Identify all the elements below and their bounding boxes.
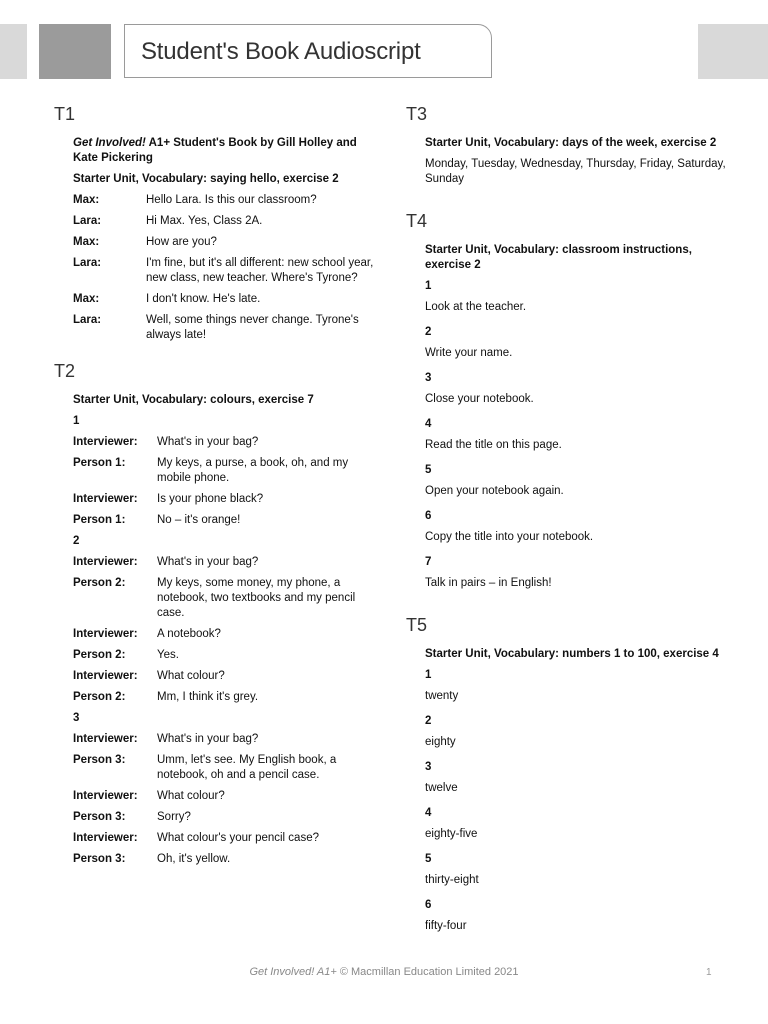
speech: What's in your bag? (157, 556, 259, 568)
speaker: Lara: (73, 314, 102, 326)
dialogue-line (73, 831, 374, 846)
track-body (425, 243, 726, 591)
dialogue-line (73, 214, 374, 229)
section-title: Starter Unit, Vocabulary: classroom instructions, exercise 2 (425, 244, 692, 271)
dialogue-line (73, 690, 374, 705)
page-title: Student's Book Audioscript (141, 38, 421, 65)
page-number: 1 (706, 967, 712, 978)
speech: Mm, I think it's grey. (157, 691, 259, 703)
speech: Yes. (157, 649, 179, 661)
speaker: Person 3: (73, 811, 126, 823)
instruction: Look at the teacher. (425, 301, 527, 313)
number-word: twenty (425, 690, 459, 702)
book-credit (73, 136, 374, 166)
book-title: Get Involved! (73, 137, 146, 149)
speaker: Person 1: (73, 457, 126, 469)
item-number: 3 (425, 372, 432, 384)
item-number: 4 (425, 418, 432, 430)
track-body (73, 136, 374, 343)
track-heading: T2 (54, 361, 76, 381)
dialogue-line (73, 513, 374, 528)
track-body (425, 136, 726, 187)
speech: My keys, a purse, a book, oh, and my mobile phone. (157, 457, 349, 484)
right-column (406, 104, 726, 948)
dialogue-line (73, 492, 374, 507)
footer-copyright (0, 966, 768, 978)
item-number: 6 (425, 510, 432, 522)
section-title: Starter Unit, Vocabulary: days of the week, exercise 2 (425, 137, 717, 149)
speech: Umm, let's see. My English book, a notebook, oh and a pencil case. (157, 754, 337, 781)
speech: What's in your bag? (157, 733, 259, 745)
track-body (425, 647, 726, 934)
speaker: Interviewer: (73, 790, 138, 802)
speaker: Person 3: (73, 754, 126, 766)
instruction: Talk in pairs – in English! (425, 577, 552, 589)
speaker: Person 2: (73, 691, 126, 703)
speech: Oh, it's yellow. (157, 853, 231, 865)
dialogue-line (73, 193, 374, 208)
item-number: 1 (425, 280, 432, 292)
footer-copyright-text: © Macmillan Education Limited 2021 (336, 966, 519, 978)
dialogue-line (73, 852, 374, 867)
track-body (73, 393, 374, 867)
speech: I'm fine, but it's all different: new school year, new class, new teacher. Where's Tyrone? (146, 257, 374, 284)
dialogue-line (73, 456, 374, 486)
dialogue (73, 193, 374, 343)
header-title-box (124, 24, 492, 78)
instruction: Open your notebook again. (425, 485, 564, 497)
speaker: Interviewer: (73, 628, 138, 640)
number-word: twelve (425, 782, 458, 794)
speaker: Interviewer: (73, 436, 138, 448)
dialogue-line (73, 313, 374, 343)
speaker: Interviewer: (73, 493, 138, 505)
dialogue-line (73, 292, 374, 307)
track-heading: T3 (406, 104, 428, 124)
dialogue-line (73, 555, 374, 570)
speaker: Interviewer: (73, 733, 138, 745)
dialogue-line (73, 576, 374, 621)
speaker: Person 2: (73, 649, 126, 661)
speaker: Person 1: (73, 514, 126, 526)
dialogue-line (73, 732, 374, 747)
dialogue-line (73, 753, 374, 783)
header-decor-right (698, 24, 768, 79)
dialogue-line (73, 789, 374, 804)
speech: What's in your bag? (157, 436, 259, 448)
speaker: Max: (73, 236, 100, 248)
speech: Well, some things never change. Tyrone's always late! (146, 314, 359, 341)
item-number: 5 (425, 464, 432, 476)
track-t3 (406, 104, 726, 187)
item-number: 7 (425, 556, 432, 568)
number-word: eighty-five (425, 828, 478, 840)
speech: No – it's orange! (157, 514, 241, 526)
item-number: 3 (425, 761, 432, 773)
instruction: Write your name. (425, 347, 513, 359)
section-title: Starter Unit, Vocabulary: saying hello, exercise 2 (73, 173, 339, 185)
speech: What colour? (157, 670, 225, 682)
track-t2 (54, 361, 374, 867)
number-word: eighty (425, 736, 456, 748)
track-heading: T5 (406, 615, 428, 635)
dialogue-number: 1 (73, 415, 80, 427)
speaker: Person 3: (73, 853, 126, 865)
dialogue-number: 2 (73, 535, 80, 547)
speaker: Lara: (73, 215, 102, 227)
book-credit-rest: A1+ Student's Book by Gill Holley and Kate Pickering (73, 137, 357, 164)
speech: What colour? (157, 790, 225, 802)
track-heading: T1 (54, 104, 76, 124)
dialogue-line (73, 627, 374, 642)
dialogue-line (73, 810, 374, 825)
speaker: Interviewer: (73, 670, 138, 682)
track-heading: T4 (406, 211, 428, 231)
instruction: Read the title on this page. (425, 439, 562, 451)
header-decor-dark (39, 24, 111, 79)
speaker: Interviewer: (73, 832, 138, 844)
speech: Is your phone black? (157, 493, 264, 505)
speech: I don't know. He's late. (146, 293, 261, 305)
item-number: 5 (425, 853, 432, 865)
speech: How are you? (146, 236, 217, 248)
speech: Hello Lara. Is this our classroom? (146, 194, 317, 206)
track-t5 (406, 615, 726, 934)
item-number: 2 (425, 326, 432, 338)
dialogue-line (73, 648, 374, 663)
speech: A notebook? (157, 628, 221, 640)
left-column (54, 104, 374, 881)
speech: My keys, some money, my phone, a notebook, two textbooks and my pencil case. (157, 577, 356, 619)
speaker: Max: (73, 293, 100, 305)
speaker: Interviewer: (73, 556, 138, 568)
header-decor-left (0, 24, 27, 79)
section-title: Starter Unit, Vocabulary: colours, exercise 7 (73, 394, 314, 406)
footer-book-title: Get Involved! A1+ (249, 966, 337, 978)
track-t4 (406, 211, 726, 591)
track-t1 (54, 104, 374, 343)
speaker: Max: (73, 194, 100, 206)
item-number: 2 (425, 715, 432, 727)
speech: Hi Max. Yes, Class 2A. (146, 215, 263, 227)
number-word: fifty-four (425, 920, 467, 932)
speaker: Person 2: (73, 577, 126, 589)
item-number: 6 (425, 899, 432, 911)
dialogue-line (73, 435, 374, 450)
section-title: Starter Unit, Vocabulary: numbers 1 to 100, exercise 4 (425, 648, 719, 660)
days-list: Monday, Tuesday, Wednesday, Thursday, Friday, Saturday, Sunday (425, 158, 726, 185)
instruction: Copy the title into your notebook. (425, 531, 594, 543)
item-number: 4 (425, 807, 432, 819)
speech: What colour's your pencil case? (157, 832, 319, 844)
dialogue-line (73, 669, 374, 684)
speech: Sorry? (157, 811, 191, 823)
number-word: thirty-eight (425, 874, 479, 886)
dialogue-line (73, 256, 374, 286)
item-number: 1 (425, 669, 432, 681)
instruction: Close your notebook. (425, 393, 534, 405)
dialogue-line (73, 235, 374, 250)
speaker: Lara: (73, 257, 102, 269)
dialogue-number: 3 (73, 712, 80, 724)
